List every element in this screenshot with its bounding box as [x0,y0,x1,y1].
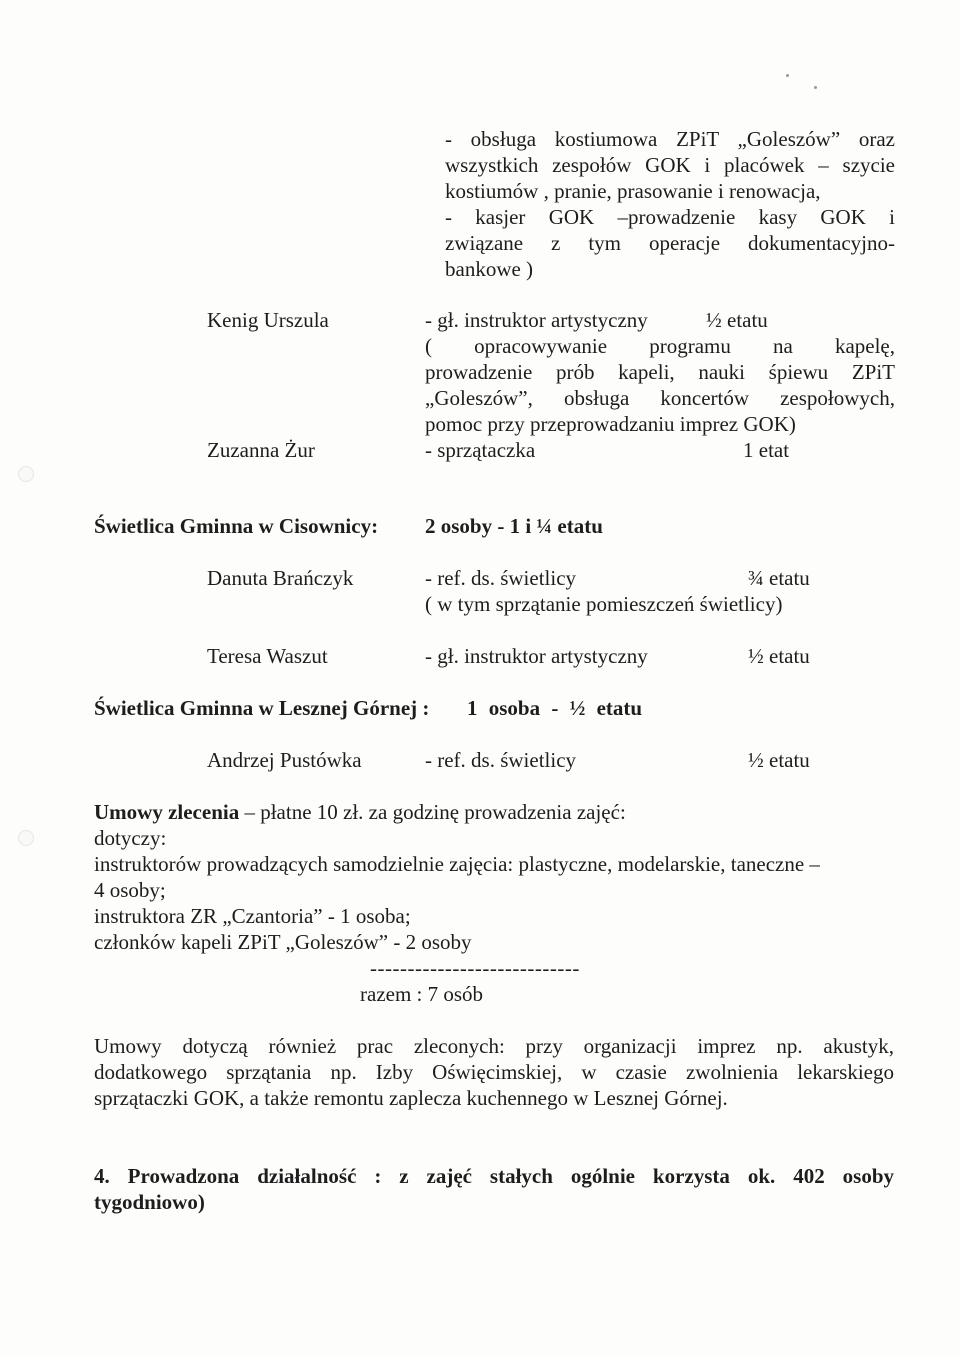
employee-note-branczyk: ( w tym sprzątanie pomieszczeń świetlicy) [425,592,783,616]
employee-name-pustowka: Andrzej Pustówka [207,748,362,772]
umowy-total: razem : 7 osób [360,982,484,1006]
employee-name-branczyk: Danuta Brańczyk [207,566,354,590]
top-line-3: kostiumów , pranie, prasowanie i renowacja, [445,179,821,203]
employee-fraction-kenig: ½ etatu [706,308,768,332]
employee-fraction-branczyk: ¾ etatu [748,566,810,590]
employee-name-waszut: Teresa Waszut [207,644,328,668]
punch-hole-mark [18,466,34,482]
umowy-line-3: instruktora ZR „Czantoria” - 1 osoba; [94,904,411,928]
umowy-line-1: instruktorów prowadzących samodzielnie zajęcia: plastyczne, modelarskie, taneczne – [94,852,820,876]
paragraph-line-3: sprzątaczki GOK, a także remontu zaplecza kuchennego w Lesznej Górnej. [94,1086,728,1110]
punch-hole-mark [18,830,34,846]
section-summary-leszna: 1 osoba - ½ etatu [467,696,643,720]
speck-mark [814,86,817,89]
umowy-line-4: członków kapeli ZPiT „Goleszów” - 2 osoby [94,930,472,954]
employee-name-zur: Zuzanna Żur [207,438,315,462]
top-line-1: - obsługa kostiumowa ZPiT „Goleszów” oraz [445,127,895,151]
top-line-4: - kasjer GOK –prowadzenie kasy GOK i [445,205,895,229]
employee-role-branczyk: - ref. ds. świetlicy [425,566,577,590]
employee-fraction-pustowka: ½ etatu [748,748,810,772]
umowy-lead-line [94,799,626,825]
employee-role-zur: - sprzątaczka [425,438,536,462]
employee-role-waszut: - gł. instruktor artystyczny [425,644,648,668]
section-summary-cisownica: 2 osoby - 1 i ¼ etatu [425,514,603,538]
employee-fraction-zur: 1 etat [743,438,790,462]
section-heading-cisownica: Świetlica Gminna w Cisownicy: [94,514,379,538]
top-line-2: wszystkich zespołów GOK i placówek – szycie [445,153,895,177]
kenig-desc-line-4: pomoc przy przeprowadzaniu imprez GOK) [425,412,796,436]
employee-fraction-waszut: ½ etatu [748,644,810,668]
section4-line-2: tygodniowo) [94,1190,205,1214]
speck-mark [786,74,789,77]
paragraph-line-1: Umowy dotyczą również prac zleconych: przy organizacji imprez np. akustyk, [94,1034,894,1058]
employee-name-kenig: Kenig Urszula [207,308,329,332]
section-heading-leszna: Świetlica Gminna w Lesznej Górnej : [94,696,430,720]
employee-role-pustowka: - ref. ds. świetlicy [425,748,577,772]
kenig-desc-line-2: prowadzenie prób kapeli, nauki śpiewu ZPiT [425,360,895,384]
paragraph-line-2: dodatkowego sprzątania np. Izby Oświęcimskiej, w czasie zwolnienia lekarskiego [94,1060,894,1084]
umowy-lead-rest: – płatne 10 zł. za godzinę prowadzenia zajęć: [239,800,626,824]
umowy-dotyczy: dotyczy: [94,826,167,850]
umowy-line-2: 4 osoby; [94,878,166,902]
section4-line-1: 4. Prowadzona działalność : z zajęć stałych ogólnie korzysta ok. 402 osoby [94,1164,894,1188]
employee-role-kenig: - gł. instruktor artystyczny [425,308,648,332]
top-line-6: bankowe ) [445,257,534,281]
umowy-dashes: ---------------------------- [370,956,580,980]
kenig-desc-line-1: ( opracowywanie programu na kapelę, [425,334,895,358]
top-line-5: związane z tym operacje dokumentacyjno- [445,231,895,255]
umowy-lead-bold: Umowy zlecenia [94,800,240,824]
kenig-desc-line-3: „Goleszów”, obsługa koncertów zespołowych, [425,386,895,410]
